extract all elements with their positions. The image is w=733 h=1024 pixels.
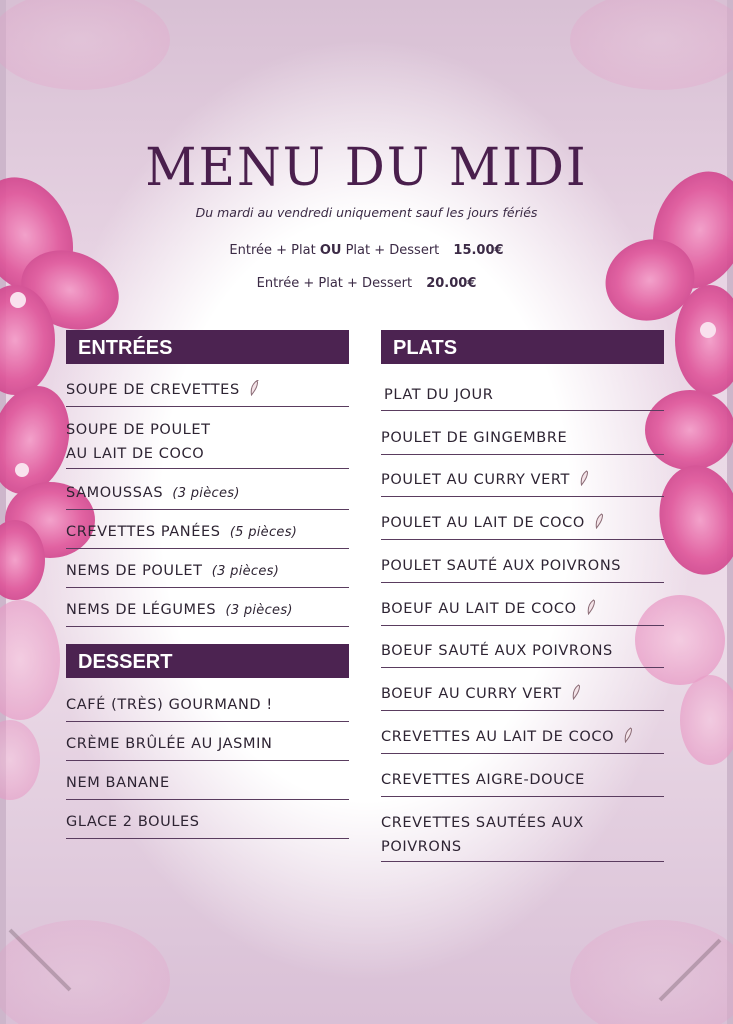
list-item [66,481,349,510]
item-name: BOEUF AU CURRY VERT [381,686,562,702]
list-item [66,378,349,407]
list-item [381,682,664,711]
formula-1-or: OU [319,243,342,258]
list-item [66,771,349,800]
item-note: (3 pièces) [172,486,240,501]
item-note: (5 pièces) [229,525,298,540]
formula-1-part1: Entrée + Plat [229,243,316,258]
list-item [381,383,664,411]
item-name: SAMOUSSAS [66,485,164,501]
item-name: BOEUF SAUTÉ AUX POIVRONS [381,643,613,659]
item-name: CREVETTES AIGRE-DOUCE [381,772,585,788]
item-note: (3 pièces) [225,603,293,618]
section-heading-plats: PLATS [381,330,664,364]
item-name: NEM BANANE [66,775,170,791]
list-item [66,418,349,469]
list-item [381,511,664,540]
item-name: SOUPE DE POULET [66,422,211,438]
item-name: CREVETTES SAUTÉES AUX [381,815,584,831]
item-name: PLAT DU JOUR [384,387,494,403]
list-item [381,768,664,797]
list-item [381,426,664,455]
item-note: (3 pièces) [211,564,280,579]
item-name-line2: POIVRONS [381,839,462,855]
item-name: CREVETTES PANÉES [66,524,221,540]
item-name: BOEUF AU LAIT DE COCO [381,601,577,617]
list-item [381,468,664,497]
item-name: CREVETTES AU LAIT DE COCO [381,729,615,745]
chili-icon [248,380,261,396]
chili-icon [593,513,606,529]
list-item [381,554,664,583]
chili-icon [570,684,583,700]
list-item [66,732,349,761]
formula-2 [0,276,733,291]
chili-icon [622,727,635,743]
chili-icon [578,470,591,486]
item-name: POULET SAUTÉ AUX POIVRONS [381,558,622,574]
formula-1-price: 15.00€ [453,243,504,258]
item-name: NEMS DE POULET [66,563,203,579]
page-title: MENU DU MIDI [145,136,588,198]
list-item [381,811,664,862]
item-name: SOUPE DE CREVETTES [66,382,240,398]
formula-2-part1: Entrée + Plat + Dessert [256,276,413,291]
formula-2-price: 20.00€ [426,276,477,291]
item-name: NEMS DE LÉGUMES [66,602,217,618]
item-name: POULET AU LAIT DE COCO [381,515,585,531]
list-item [66,520,349,549]
item-name: CRÈME BRÛLÉE AU JASMIN [66,736,273,752]
item-name: CAFÉ (TRÈS) GOURMAND ! [66,697,273,713]
chili-icon [585,599,598,615]
item-name: POULET DE GINGEMBRE [381,430,568,446]
section-heading-entrees: ENTRÉES [66,330,349,364]
list-item [66,693,349,722]
item-name: POULET AU CURRY VERT [381,472,571,488]
list-item [66,598,349,627]
formula-1 [0,243,733,258]
page-subtitle: Du mardi au vendredi uniquement sauf les jours fériés [195,205,538,220]
item-name-line2: AU LAIT DE COCO [66,446,205,462]
list-item [66,559,349,588]
item-name: GLACE 2 BOULES [66,814,200,830]
section-heading-dessert: DESSERT [66,644,349,678]
list-item [381,639,664,668]
list-item [381,597,664,626]
list-item [66,810,349,839]
list-item [381,725,664,754]
formula-1-part2: Plat + Dessert [345,243,440,258]
